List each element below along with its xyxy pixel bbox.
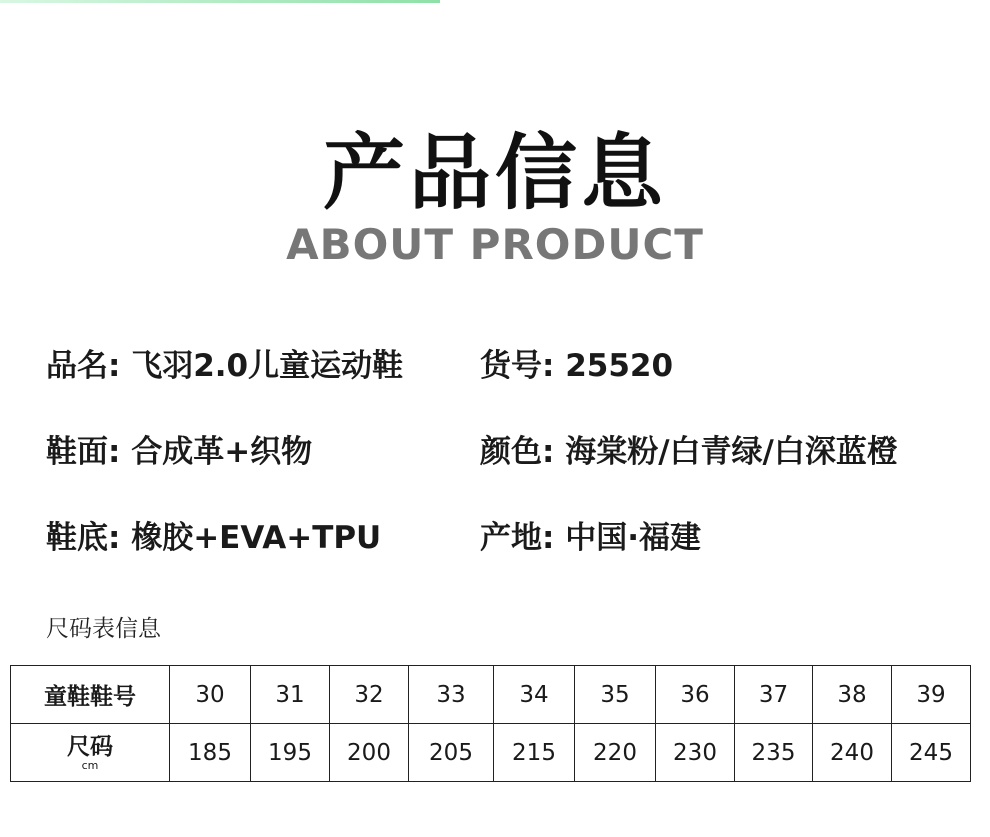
item-number: 货号: 25520: [480, 348, 674, 384]
product-name: 品名: 飞羽2.0儿童运动鞋: [46, 348, 404, 384]
origin: 产地: 中国·福建: [480, 520, 701, 556]
length-cell: 200: [330, 724, 409, 782]
size-cell: 35: [575, 666, 656, 724]
size-cell: 32: [330, 666, 409, 724]
length-header: [11, 724, 170, 782]
shoe-size-header: [11, 666, 170, 724]
length-cell: 245: [892, 724, 971, 782]
length-cell: 195: [251, 724, 330, 782]
length-cell: 235: [735, 724, 813, 782]
size-cell: 37: [735, 666, 813, 724]
length-label: 尺码: [67, 733, 113, 760]
size-table-caption: 尺码表信息: [46, 616, 161, 642]
length-cell: 205: [409, 724, 494, 782]
page-title: 产品信息: [322, 126, 667, 221]
length-cell: 185: [170, 724, 251, 782]
size-cell: 39: [892, 666, 971, 724]
top-accent-line: [0, 0, 440, 3]
size-cell: 33: [409, 666, 494, 724]
length-cell: 240: [813, 724, 892, 782]
length-cell: 215: [494, 724, 575, 782]
size-cell: 38: [813, 666, 892, 724]
size-table: [10, 665, 971, 782]
size-cell: 34: [494, 666, 575, 724]
color-options: 颜色: 海棠粉/白青绿/白深蓝橙: [480, 434, 898, 470]
upper-material: 鞋面: 合成革+织物: [46, 434, 313, 470]
size-cell: 36: [656, 666, 735, 724]
length-cell: 230: [656, 724, 735, 782]
page-subtitle: ABOUT PRODUCT: [286, 220, 704, 269]
table-row: [11, 666, 971, 724]
length-unit: cm: [81, 758, 99, 772]
shoe-size-label: 童鞋鞋号: [44, 684, 136, 710]
size-cell: 31: [251, 666, 330, 724]
table-row: [11, 724, 971, 782]
length-cell: 220: [575, 724, 656, 782]
size-cell: 30: [170, 666, 251, 724]
sole-material: 鞋底: 橡胶+EVA+TPU: [46, 520, 382, 556]
